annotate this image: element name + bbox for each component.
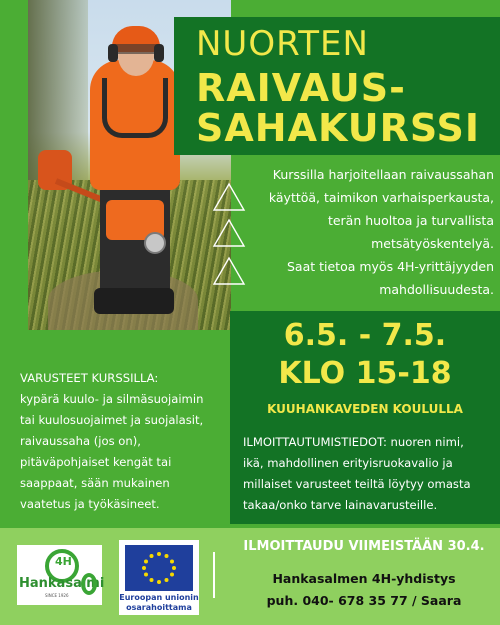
- footer-divider: [213, 552, 215, 598]
- description-line: Kurssilla harjoitellaan raivaussahan: [272, 167, 494, 182]
- title-line-1: NUORTEN: [196, 24, 369, 64]
- signup-deadline: ILMOITTAUDU VIIMEISTÄÄN 30.4.: [243, 539, 485, 554]
- 4h-logo-since: SINCE 1926: [45, 593, 69, 598]
- 4h-mark: 4H: [55, 555, 72, 568]
- description-line: terän huoltoa ja turvallista: [327, 213, 494, 228]
- eu-flag-icon: [125, 545, 193, 591]
- title-line-2: RAIVAUS-: [196, 66, 406, 110]
- equipment-line: tai kuulosuojaimet ja suojalasit,: [20, 413, 204, 427]
- title-line-3: SAHAKURSSI: [196, 106, 481, 150]
- event-time: KLO 15-18: [278, 356, 452, 391]
- description-line: käyttöä, taimikon varhaisperkausta,: [268, 190, 494, 205]
- event-location: KUUHANKAVEDEN KOULULLA: [267, 402, 463, 416]
- signup-info: [243, 432, 493, 516]
- eu-funding-text: Euroopan unionin osarahoittama: [119, 593, 199, 612]
- signup-info-line: millaiset varusteet teiltä löytyy omasta: [243, 477, 471, 491]
- equipment-list: [20, 368, 220, 515]
- equipment-line: saappaat, sään mukainen: [20, 476, 170, 490]
- equipment-line: kypärä kuulo- ja silmäsuojaimin: [20, 392, 204, 406]
- 4h-logo-name: Hankasalmi: [19, 576, 105, 591]
- triangle-outline-icon: [212, 182, 246, 212]
- description-line: Saat tietoa myös 4H-yrittäjyyden: [286, 259, 494, 274]
- signup-info-line: ILMOITTAUTUMISTIEDOT: nuoren nimi,: [243, 435, 464, 449]
- equipment-line: pitäväpohjaiset kengät tai: [20, 455, 172, 469]
- description-line: mahdollisuudesta.: [379, 282, 494, 297]
- equipment-line: vaatetus ja työkäsineet.: [20, 497, 160, 511]
- triangle-outline-icon: [212, 256, 246, 286]
- description-line: metsätyöskentelyä.: [371, 236, 494, 251]
- contact-phone: puh. 040- 678 35 77 / Saara: [266, 593, 462, 608]
- organization-name: Hankasalmen 4H-yhdistys: [272, 571, 456, 586]
- event-dates: 6.5. - 7.5.: [283, 318, 447, 353]
- equipment-heading: VARUSTEET KURSSILLA:: [20, 371, 159, 385]
- signup-info-line: takaa/onko tarve lainavarusteille.: [243, 498, 438, 512]
- hankasalmi-4h-logo: [17, 545, 105, 605]
- equipment-line: raivaussaha (jos on),: [20, 434, 141, 448]
- course-description: [244, 163, 494, 301]
- eu-funding-logo: [119, 540, 199, 615]
- triangle-outline-icon: [212, 218, 246, 248]
- signup-info-line: ikä, mahdollinen erityisruokavalio ja: [243, 456, 453, 470]
